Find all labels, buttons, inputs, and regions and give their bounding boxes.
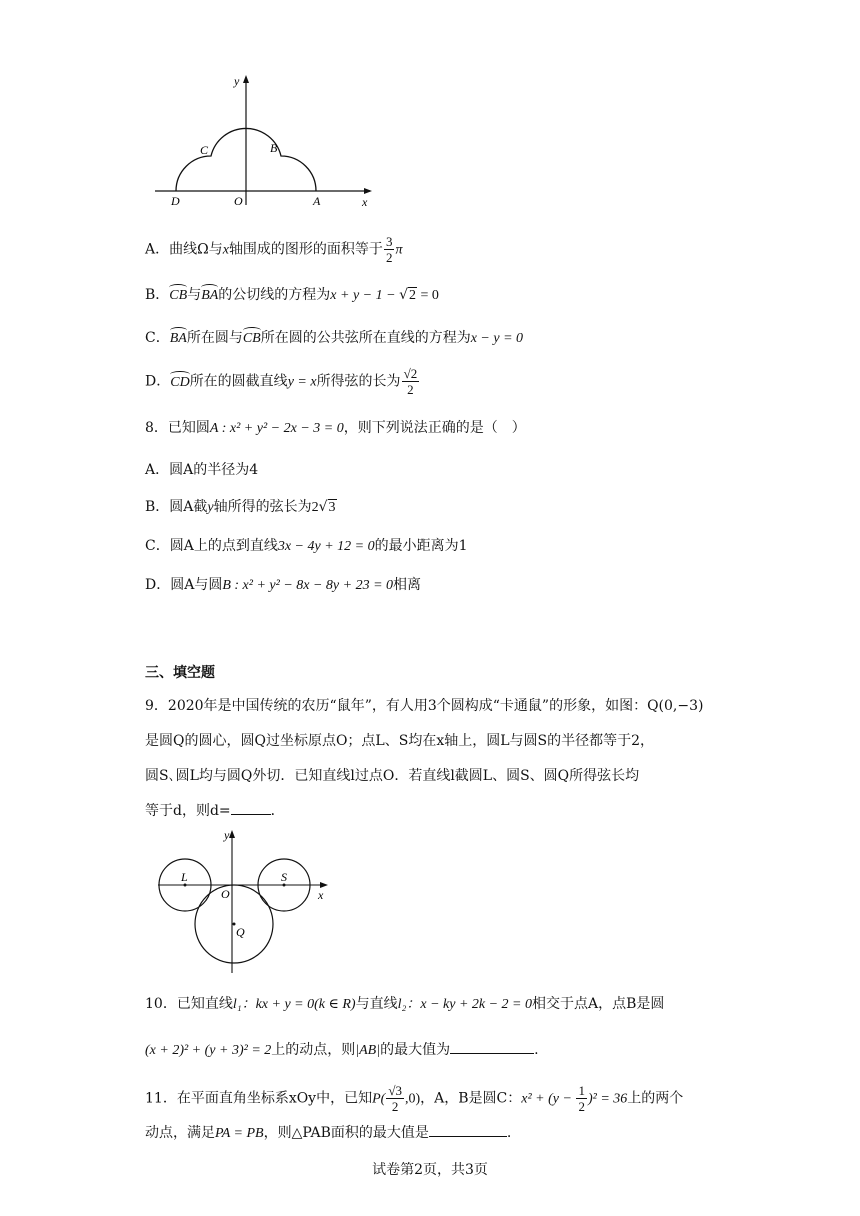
q11-line-2: 动点，满足PA = PB，则△PAB面积的最大值是 . — [145, 1125, 512, 1141]
q10-line-1: 10．已知直线l₁：kx + y = 0(k ∈ R)与直线l₂：x − ky + 2k − 2 = 0相交于点A，点B是圆 — [145, 996, 665, 1012]
q8-option-d: D．圆A与圆B : x² + y² − 8x − 8y + 23 = 0相离 — [145, 577, 422, 593]
q10-line-2: (x + 2)² + (y + 3)² = 2上的动点，则|AB|的最大值为 . — [145, 1042, 539, 1058]
fig2-label-o: O — [221, 887, 230, 901]
q8-option-c: C．圆A上的点到直线3x − 4y + 12 = 0的最小距离为1 — [145, 538, 468, 554]
q7-option-d: D．CD所在的圆截直线y = x所得弦的长为 $\frac{√2}{2}$ — [145, 366, 418, 397]
q9-line-2: 是圆Q的圆心，圆Q过坐标原点O；点L、S均在x轴上，圆L与圆S的半径都等于2， — [145, 733, 655, 749]
q10-answer-blank — [450, 1053, 534, 1054]
q11-line-1: 11．在平面直角坐标系xOy中，已知P( $\frac{√3}{2}$ ,0)，A，B是圆C：x² + (y − $\frac{1}{2}$ )² = 36上的两个 — [145, 1083, 684, 1114]
figure-cartoon-mouse — [150, 825, 335, 975]
q8-stem: 8．已知圆A : x² + y² − 2x − 3 = 0，则下列说法正确的是（ ） — [145, 420, 526, 436]
fig1-label-d: D — [171, 194, 180, 208]
fig1-label-c: C — [200, 143, 209, 157]
page-footer: 试卷第2页，共3页 — [372, 1162, 488, 1178]
fig1-label-y: y — [234, 74, 240, 88]
q9-line-4: 等于d，则d= ． — [145, 803, 285, 819]
fig2-label-s: S — [281, 870, 287, 884]
q8-option-b: B．圆A截y轴所得的弦长为2√3 — [145, 499, 336, 515]
fig2-label-y: y — [224, 828, 230, 842]
fig1-label-b: B — [270, 141, 278, 155]
fig2-label-q: Q — [236, 925, 245, 939]
q8-option-a: A．圆A的半径为4 — [145, 462, 259, 478]
fig2-label-x: x — [318, 888, 324, 902]
q7-option-c: C．BA所在圆与CB所在圆的公共弦所在直线的方程为x − y = 0 — [145, 327, 523, 347]
q11-answer-blank — [429, 1136, 507, 1137]
q7-option-b: B．CB与BA的公切线的方程为x + y − 1 − √2 = 0 — [145, 284, 439, 304]
q9-line-1: 9．2020年是中国传统的农历“鼠年”，有人用3个圆构成“卡通鼠”的形象，如图：Q(0,−3) — [145, 698, 704, 714]
fig1-label-a: A — [313, 194, 321, 208]
q9-answer-blank — [231, 814, 271, 815]
figure-curve-omega — [150, 70, 380, 210]
q9-line-3: 圆S､圆L均与圆Q外切．已知直线l过点O．若直线l截圆L、圆S、圆Q所得弦长均 — [145, 768, 640, 784]
section-title: 三、填空题 — [145, 665, 215, 681]
fig1-label-o: O — [234, 194, 243, 208]
fig1-label-x: x — [362, 195, 368, 209]
q7-option-a: A．曲线Ω与x轴围成的图形的面积等于 $\frac{3}{2}$ π — [145, 234, 403, 265]
fig2-label-l: L — [181, 870, 188, 884]
